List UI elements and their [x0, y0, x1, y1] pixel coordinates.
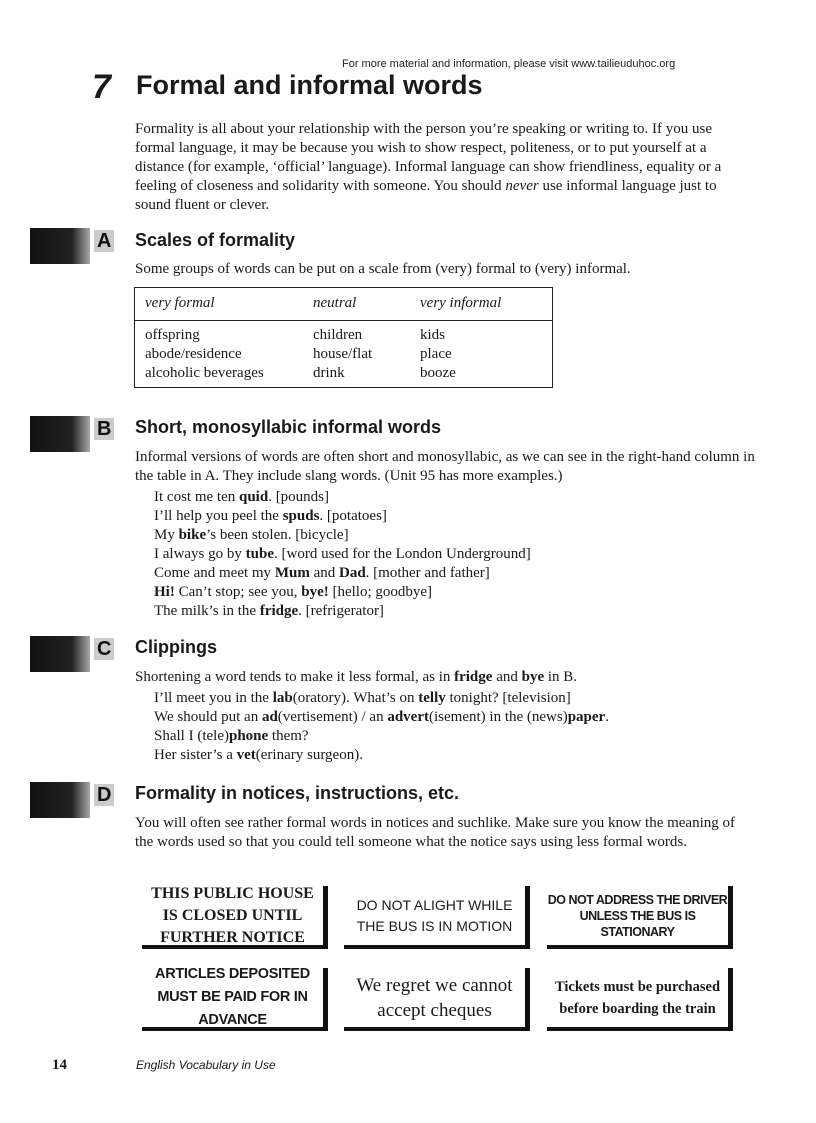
- example-line: The milk’s in the fridge. [refrigerator]: [154, 603, 384, 619]
- intro-emphasis: never: [505, 178, 539, 194]
- section-d-text: You will often see rather formal words in notices and suchlike. Make sure you know the meaning of the words used so that you could tell someone what the notice says using less formal words.: [135, 815, 736, 850]
- table-header-cell: very informal: [420, 295, 502, 311]
- notice-bus-alight: DO NOT ALIGHT WHILE THE BUS IS IN MOTION: [344, 886, 530, 949]
- section-a-text: Some groups of words can be put on a scale from (very) formal to (very) informal.: [135, 261, 631, 277]
- source-note: For more material and information, please visit www.tailieuduhoc.org: [342, 58, 676, 70]
- table-cell: house/flat: [313, 346, 373, 362]
- intro-text-end: use informal language just to sound fluent or clever.: [135, 178, 717, 213]
- example-line: Hi! Can’t stop; see you, bye! [hello; goodbye]: [154, 584, 433, 600]
- table-header-cell: very formal: [145, 295, 215, 311]
- table-cell: alcoholic beverages: [145, 365, 264, 381]
- page-number: 14: [52, 1057, 67, 1073]
- example-line: I’ll help you peel the spuds. [potatoes]: [154, 508, 387, 524]
- table-cell: drink: [313, 365, 345, 381]
- notice-cheques: We regret we cannot accept cheques: [344, 968, 530, 1031]
- example-list: [154, 488, 531, 621]
- section-a-heading: Scales of formality: [135, 230, 296, 250]
- table-cell: place: [420, 346, 452, 362]
- table-header-cell: neutral: [313, 295, 357, 311]
- section-letter: D: [94, 784, 114, 806]
- unit-number: 7: [92, 68, 111, 106]
- notice-bus-driver: DO NOT ADDRESS THE DRIVER UNLESS THE BUS IS STATIONARY: [547, 886, 733, 949]
- table-cell: booze: [420, 365, 456, 381]
- section-b-text: Informal versions of words are often short and monosyllabic, as we can see in the right-hand column in the table in A. They include slang words. (Unit 95 has more examples.): [135, 449, 755, 484]
- section-c-tab: [30, 636, 116, 672]
- notice-tickets: Tickets must be purchased before boarding the train: [547, 968, 733, 1031]
- section-marker-bar: [30, 636, 90, 672]
- section-b-heading: Short, monosyllabic informal words: [135, 417, 442, 437]
- example-line: Her sister’s a vet(erinary surgeon).: [154, 747, 363, 763]
- example-line: Shall I (tele)phone them?: [154, 728, 309, 744]
- section-letter: B: [94, 418, 114, 440]
- section-c-heading: Clippings: [135, 637, 217, 657]
- notice-articles-deposited: ARTICLES DEPOSITED MUST BE PAID FOR IN ADVANCE: [142, 968, 328, 1031]
- table-cell: abode/residence: [145, 346, 242, 362]
- section-marker-bar: [30, 228, 90, 264]
- example-line: My bike’s been stolen. [bicycle]: [154, 527, 349, 543]
- example-line: We should put an ad(vertisement) / an advert(isement) in the (news)paper.: [154, 709, 609, 725]
- intro-text: Formality is all about your relationship with the person you’re speaking or writing to. If you use formal language, it may be because you wish to show respect, politeness, or to put yourself at a distance (for example, ‘official’ language). Informal language can show friendliness, equality or a feeling of closeness and solidarity with someone. You should: [135, 121, 722, 194]
- table-cell: offspring: [145, 327, 200, 343]
- section-marker-bar: [30, 782, 90, 818]
- page-title: Formal and informal words: [136, 70, 483, 100]
- example-line: Come and meet my Mum and Dad. [mother and father]: [154, 565, 490, 581]
- section-marker-bar: [30, 416, 90, 452]
- table-cell: kids: [420, 327, 446, 343]
- clipping-examples: [154, 689, 609, 765]
- intro-paragraph: [135, 120, 755, 215]
- example-line: It cost me ten quid. [pounds]: [154, 489, 330, 505]
- notice-pub-closed: THIS PUBLIC HOUSE IS CLOSED UNTIL FURTHER NOTICE: [142, 886, 328, 949]
- section-d-tab: [30, 782, 116, 818]
- table-header: [135, 288, 552, 321]
- formality-table: [134, 287, 553, 388]
- table-cell: children: [313, 327, 363, 343]
- section-d-heading: Formality in notices, instructions, etc.: [135, 783, 460, 803]
- example-line: I always go by tube. [word used for the London Underground]: [154, 546, 531, 562]
- book-title: English Vocabulary in Use: [136, 1058, 276, 1072]
- section-a-tab: [30, 228, 116, 264]
- section-letter: C: [94, 638, 114, 660]
- section-b-tab: [30, 416, 116, 452]
- section-letter: A: [94, 230, 114, 252]
- section-c-text: Shortening a word tends to make it less formal, as in fridge and bye in B.: [135, 669, 578, 685]
- example-line: I’ll meet you in the lab(oratory). What’s on telly tonight? [television]: [154, 690, 571, 706]
